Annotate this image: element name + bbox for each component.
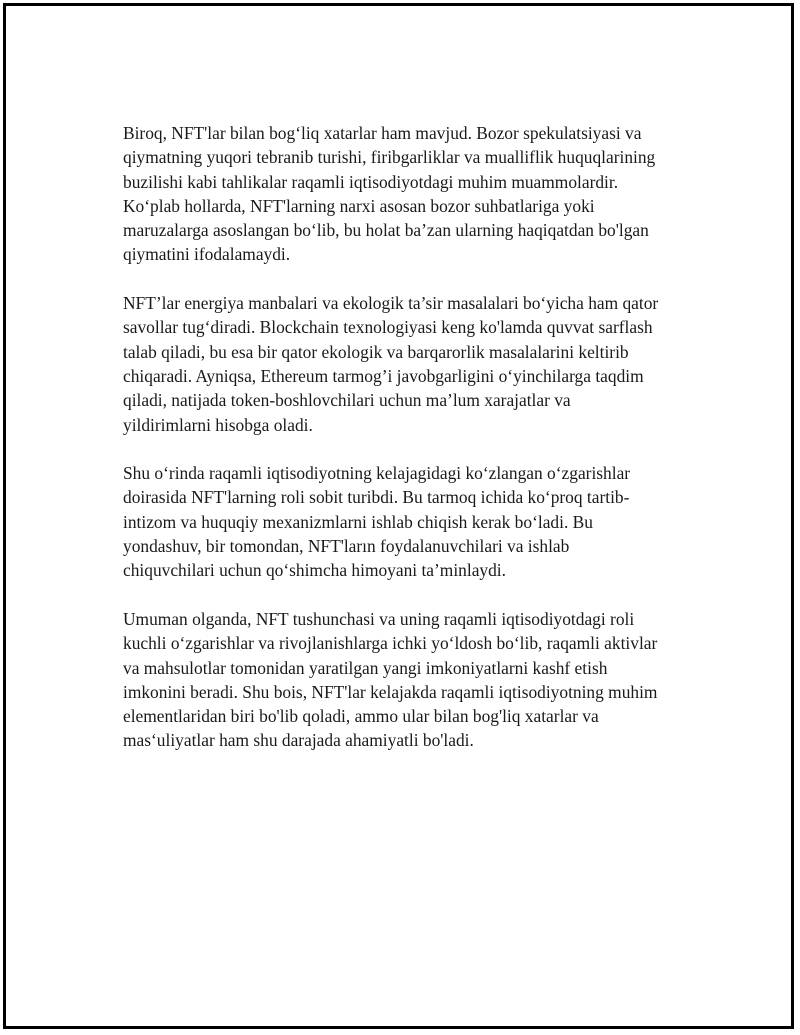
text-line: kuchli o‘zgarishlar va rivojlanishlarga ichki yo‘ldosh bo‘lib, raqamli aktivlar (123, 633, 658, 654)
paragraph-1 (123, 121, 683, 267)
text-line: yondashuv, bir tomondan, NFT'ların foydalanuvchilari va ishlab (123, 536, 570, 557)
text-line: chiquvchilari uchun qo‘shimcha himoyani ta’minlaydi. (123, 560, 506, 581)
paragraph-3 (123, 461, 683, 582)
text-line: doirasida NFT'larning roli sobit turibdi. Bu tarmoq ichida ko‘proq tartib- (123, 487, 630, 508)
text-line: Umuman olganda, NFT tushunchasi va uning raqamli iqtisodiyotdagi roli (123, 608, 635, 629)
paragraph-2 (123, 291, 683, 437)
document-page (3, 3, 794, 1029)
document-body (123, 121, 683, 777)
text-line: va mahsulotlar tomonidan yaratilgan yangi imkoniyatlarni kashf etish (123, 657, 608, 678)
text-line: imkonini beradi. Shu bois, NFT'lar kelajakda raqamli iqtisodiyotning muhim (123, 681, 658, 702)
text-line: chiqaradi. Ayniqsa, Ethereum tarmog’i javobgarligini o‘yinchilarga taqdim (123, 365, 644, 386)
text-line: mas‘uliyatlar ham shu darajada ahamiyatli bo'ladi. (123, 730, 474, 751)
text-line: qiymatini ifodalamaydi. (123, 244, 291, 265)
text-line: maruzalarga asoslangan bo‘lib, bu holat ba’zan ularning haqiqatdan bo'lgan (123, 220, 649, 241)
text-line: Biroq, NFT'lar bilan bog‘liq xatarlar ham mavjud. Bozor spekulatsiyasi va (123, 123, 642, 143)
text-line: yildirimlarni hisobga oladi. (123, 414, 313, 435)
text-line: talab qiladi, bu esa bir qator ekologik va barqarorlik masalalarini keltirib (123, 341, 629, 362)
text-line: savollar tug‘diradi. Blockchain texnologiyasi keng ko'lamda quvvat sarflash (123, 317, 653, 338)
text-line: qiladi, natijada token-boshlovchilari uchun ma’lum xarajatlar va (123, 390, 571, 411)
text-line: qiymatning yuqori tebranib turishi, firibgarliklar va mualliflik huquqlarining (123, 147, 656, 168)
text-line: buzilishi kabi tahlikalar raqamli iqtisodiyotdagi muhim muammolardir. (123, 171, 619, 192)
text-line: elementlaridan biri bo'lib qoladi, ammo ular bilan bog'liq xatarlar va (123, 706, 599, 727)
text-line: intizom va huquqiy mexanizmlarni ishlab chiqish kerak bo‘ladi. Bu (123, 511, 593, 532)
text-line: Ko‘plab hollarda, NFT'larning narxi asosan bozor suhbatlariga yoki (123, 195, 595, 216)
text-line: NFT’lar energiya manbalari va ekologik ta’sir masalalari bo‘yicha ham qator (123, 293, 659, 314)
text-line: Shu o‘rinda raqamli iqtisodiyotning kelajagidagi ko‘zlangan o‘zgarishlar (123, 463, 631, 484)
paragraph-4 (123, 607, 683, 753)
